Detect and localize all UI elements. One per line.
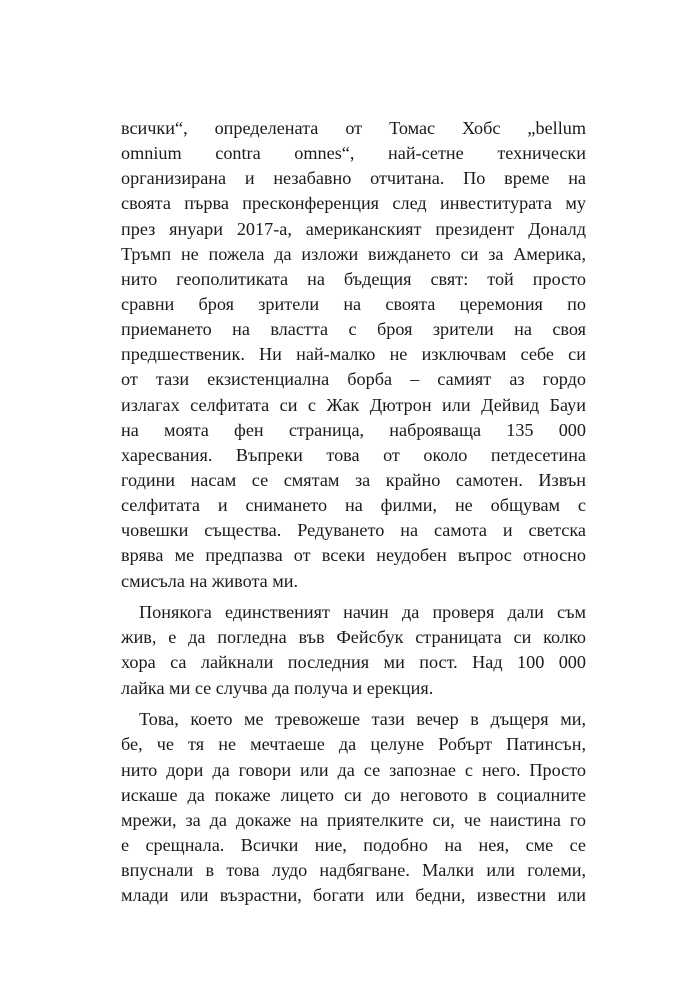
text-line: от тази екзистенциална борба – самият аз гордо [121, 369, 586, 390]
text-line: организирана и незабавно отчитана. По време на [121, 168, 586, 189]
text-line: предшественик. Ни най-малко не изключвам себе си [121, 344, 586, 365]
text-line: смисъла на живота ми. [121, 570, 299, 591]
text-line: човешки същества. Редуването на самота и светска [121, 520, 586, 541]
paragraph-2 [121, 600, 586, 701]
text-line: през януари 2017-а, американският президент Доналд [121, 218, 586, 239]
body-text [121, 116, 586, 908]
text-line: години насам се смятам за крайно самотен. Извън [121, 469, 586, 490]
text-line: млади или възрастни, богати или бедни, известни или [121, 885, 586, 906]
text-line: нито геополитиката на бъдещия свят: той просто [121, 268, 586, 289]
text-line: Понякога единственият начин да проверя дали съм [139, 602, 586, 623]
text-line: харесвания. Въпреки това от около петдесетина [121, 444, 586, 465]
text-line: бе, че тя не мечтаеше да целуне Робърт Патинсън, [121, 734, 586, 755]
text-line: своята първа пресконференция след инвеститурата му [121, 193, 586, 214]
text-line: е срещнала. Всички ние, подобно на нея, сме се [121, 834, 586, 855]
text-line: селфитата и снимането на филми, не общувам с [121, 495, 586, 516]
text-line: Тръмп не пожела да изложи виждането си за Америка, [121, 243, 586, 264]
text-line: хора са лайкнали последния ми пост. Над 100 000 [121, 652, 586, 673]
text-line: впуснали в това лудо надбягване. Малки или големи, [121, 860, 586, 881]
text-line: на моята фен страница, наброяваща 135 000 [121, 419, 586, 440]
text-line: omnium contra omnes“, най-сетне технически [121, 143, 586, 164]
text-line: приемането на властта с броя зрители на своя [121, 319, 586, 340]
text-line: жив, е да погледна във Фейсбук страницата си колко [121, 627, 586, 648]
text-line: сравни броя зрители на своята церемония по [121, 293, 586, 314]
paragraph-3 [121, 707, 586, 908]
paragraph-1 [121, 116, 586, 594]
text-line: излагах селфитата си с Жак Дютрон или Дейвид Бауи [121, 394, 586, 415]
text-line: всички“, определената от Томас Хобс „bellum [121, 118, 586, 138]
text-line: искаше да покаже лицето си до неговото в социалните [121, 784, 586, 805]
text-line: мрежи, за да докаже на приятелките си, че наистина го [121, 809, 586, 830]
text-line: врява ме предпазва от всеки неудобен въпрос относно [121, 545, 586, 566]
text-line: лайка ми се случва да получа и ерекция. [121, 677, 434, 698]
text-line: нито дори да говори или да се запознае с него. Просто [121, 759, 586, 780]
text-line: Това, което ме тревожеше тази вечер в дъщеря ми, [139, 709, 586, 730]
